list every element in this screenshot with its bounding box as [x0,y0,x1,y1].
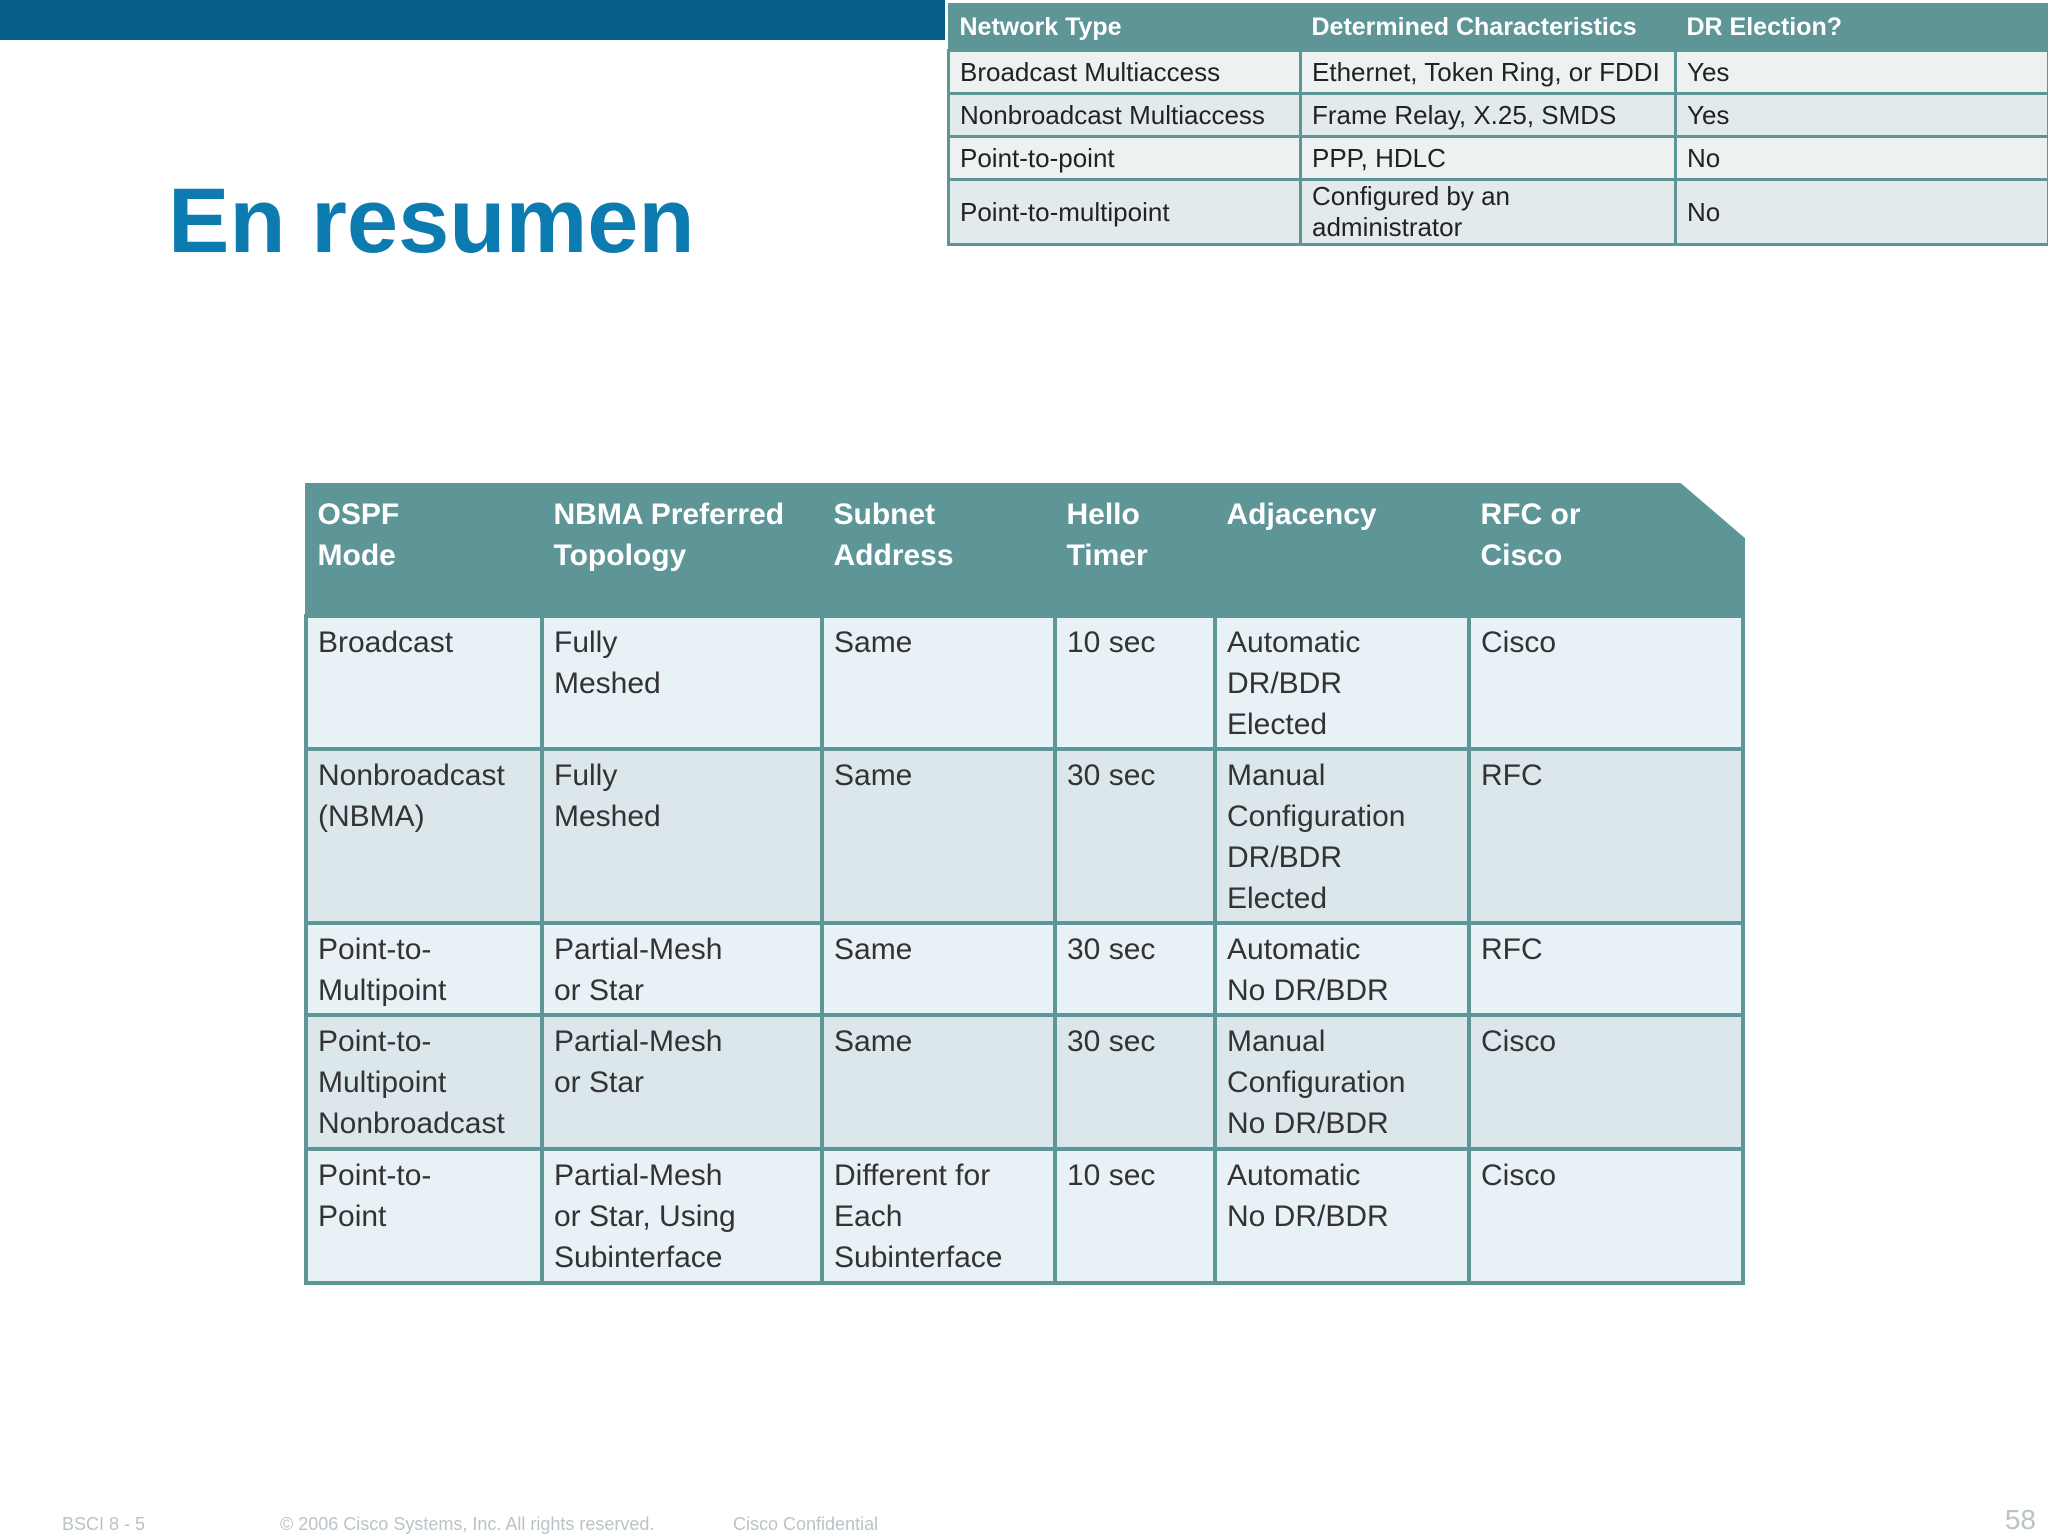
footer-course-code: BSCI 8 - 5 [62,1514,146,1534]
cell-line: DR/BDR [1227,667,1343,700]
header-dr-election: DR Election? [1676,4,2048,51]
cell-line: RFC [1481,933,1543,966]
table-cell: Nonbroadcast Multiaccess [949,94,1301,137]
footer-confidential: Cisco Confidential [733,1514,879,1534]
cell-line: Broadcast [318,626,454,659]
table-cell [1055,749,1215,923]
network-types-table [947,3,2048,246]
table-cell [1215,1015,1469,1149]
header-line: OSPF [317,498,400,531]
table-cell [1469,749,1743,923]
table-row [949,94,2048,137]
cell-line: No DR/BDR [1227,1107,1389,1140]
cell-line: Point-to- [318,1159,432,1192]
cell-line: Meshed [554,800,661,833]
cell-line: Same [834,933,913,966]
table-cell [1215,749,1469,923]
table-cell: Configured by an administrator [1301,180,1676,245]
cell-line: Nonbroadcast [318,1107,505,1140]
table-cell [1469,923,1743,1015]
table-row [306,923,1743,1015]
cell-line: Partial-Mesh [554,1159,723,1192]
table-cell [1055,1015,1215,1149]
cell-line: Point-to- [318,933,432,966]
table-cell [306,616,542,749]
cell-line: or Star, Using [554,1200,736,1233]
footer-copyright: © 2006 Cisco Systems, Inc. All rights reserved. [280,1514,655,1534]
cell-line: 30 sec [1067,1025,1156,1058]
table-cell [542,923,822,1015]
table-cell [1055,1149,1215,1283]
cell-line: Same [834,759,913,792]
cell-line: DR/BDR [1227,841,1343,874]
cell-line: Different for [834,1159,991,1192]
cell-line: Configuration [1227,1066,1406,1099]
cell-line: Multipoint [318,974,447,1007]
header-determined-characteristics: Determined Characteristics [1301,4,1676,51]
table-row [949,137,2048,180]
cell-line: (NBMA) [318,800,425,833]
header-line: RFC or [1480,498,1581,531]
cell-line: Automatic [1227,626,1361,659]
cell-line: 30 sec [1067,759,1156,792]
header-line: Address [833,539,954,572]
table-cell: Yes [1676,94,2048,137]
table-cell [1469,1149,1743,1283]
table-row [949,51,2048,94]
cell-line: or Star [554,974,645,1007]
cell-line: Manual [1227,759,1326,792]
table-cell [306,749,542,923]
cell-line: Automatic [1227,933,1361,966]
cell-line: Cisco [1481,1025,1557,1058]
cell-line: RFC [1481,759,1543,792]
table-cell [542,616,822,749]
table-cell: No [1676,180,2048,245]
header-line: Timer [1066,539,1148,572]
header-nbma-preferred-topology [542,485,822,617]
cell-line: Fully [554,759,618,792]
cell-line: Cisco [1481,1159,1557,1192]
cell-line: 30 sec [1067,933,1156,966]
cell-line: Each [834,1200,903,1233]
header-rfc-or-cisco [1469,485,1743,617]
cell-line: Same [834,626,913,659]
table-cell [1215,1149,1469,1283]
cell-line: Elected [1227,882,1328,915]
cell-line: Partial-Mesh [554,1025,723,1058]
header-line: Adjacency [1226,498,1377,531]
header-network-type: Network Type [949,4,1301,51]
table-cell: Frame Relay, X.25, SMDS [1301,94,1676,137]
cell-line: No DR/BDR [1227,974,1389,1007]
cell-line: Partial-Mesh [554,933,723,966]
table-cell [1469,616,1743,749]
table-cell [306,1149,542,1283]
table-cell [1055,923,1215,1015]
table-cell: Yes [1676,51,2048,94]
cell-line: No DR/BDR [1227,1200,1389,1233]
table-cell [306,1015,542,1149]
cell-line: Elected [1227,708,1328,741]
table-cell: No [1676,137,2048,180]
table-cell [542,1149,822,1283]
ospf-modes-table [304,483,1745,1285]
header-line: Mode [317,539,396,572]
table-cell: PPP, HDLC [1301,137,1676,180]
table-row [306,1149,1743,1283]
table-cell: Point-to-multipoint [949,180,1301,245]
cell-line: Fully [554,626,618,659]
table-cell: Ethernet, Token Ring, or FDDI [1301,51,1676,94]
cell-line: Multipoint [318,1066,447,1099]
table-cell [542,1015,822,1149]
table-row [949,180,2048,245]
table-cell [1215,923,1469,1015]
cell-line: Cisco [1481,626,1557,659]
cell-line: Manual [1227,1025,1326,1058]
header-line: Subnet [833,498,936,531]
page-number: 58 [2004,1504,2036,1535]
header-adjacency [1215,485,1469,617]
table-cell [822,923,1055,1015]
table-cell [822,1149,1055,1283]
table-row [306,749,1743,923]
table-cell [306,923,542,1015]
cell-line: Point-to- [318,1025,432,1058]
header-line: Cisco [1480,539,1563,572]
table-cell [822,749,1055,923]
table-cell [822,1015,1055,1149]
cell-line: or Star [554,1066,645,1099]
table-cell: Point-to-point [949,137,1301,180]
header-line: NBMA Preferred [553,498,785,531]
table-row [306,616,1743,749]
cell-line: Automatic [1227,1159,1361,1192]
header-ospf-mode [306,485,542,617]
cell-line: Configuration [1227,800,1406,833]
network-types-table-container [947,3,2048,246]
top-banner-bar [0,0,945,40]
header-hello-timer [1055,485,1215,617]
table-row [306,1015,1743,1149]
table-cell [1215,616,1469,749]
table-header-row [306,485,1743,617]
table-cell [822,616,1055,749]
cell-line: Subinterface [554,1241,723,1274]
table-cell [1055,616,1215,749]
cell-line: Subinterface [834,1241,1003,1274]
cell-line: Same [834,1025,913,1058]
table-header-row [949,4,2048,51]
header-line: Hello [1066,498,1140,531]
ospf-modes-table-container [304,483,1745,1285]
slide-title: En resumen [168,170,695,272]
cell-line: 10 sec [1067,1159,1156,1192]
cell-line: Nonbroadcast [318,759,505,792]
cell-line: Meshed [554,667,661,700]
table-cell [1469,1015,1743,1149]
table-cell: Broadcast Multiaccess [949,51,1301,94]
cell-line: Point [318,1200,387,1233]
header-line: Topology [553,539,687,572]
header-subnet-address [822,485,1055,617]
cell-line: 10 sec [1067,626,1156,659]
table-cell [542,749,822,923]
